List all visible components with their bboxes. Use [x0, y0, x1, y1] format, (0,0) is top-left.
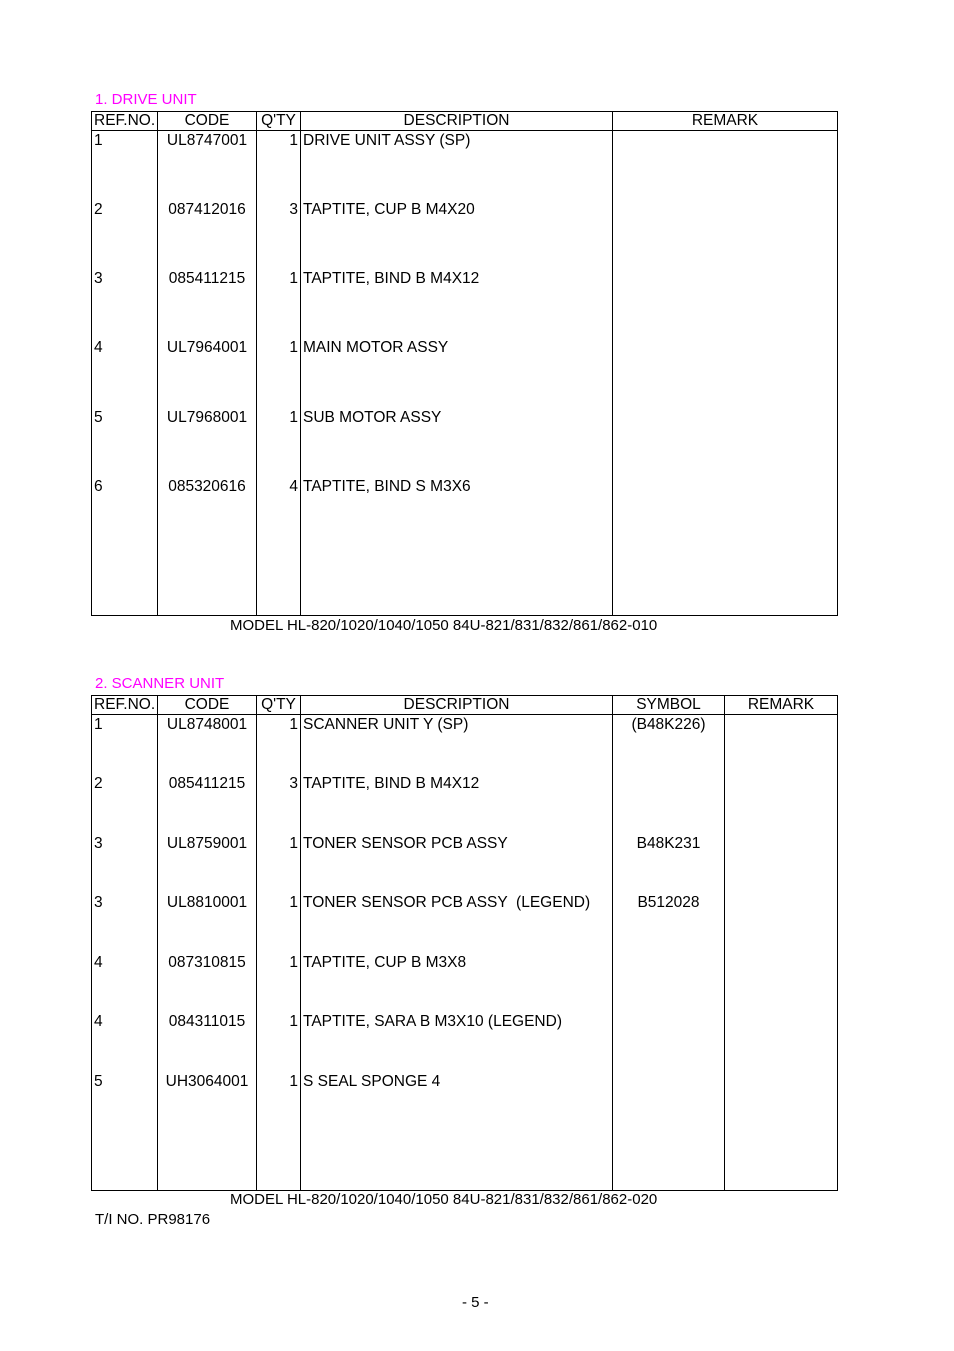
- header-code: CODE: [158, 696, 257, 715]
- code-cell: 085320616: [158, 477, 257, 546]
- header-remark: REMARK: [613, 112, 838, 131]
- ref-cell: 3: [92, 269, 158, 338]
- qty-cell: 3: [257, 774, 301, 834]
- qty-cell: 1: [257, 893, 301, 953]
- description-cell: SCANNER UNIT Y (SP): [301, 715, 613, 775]
- symbol-cell: (B48K226): [613, 715, 725, 775]
- remark-cell: [725, 1012, 838, 1072]
- symbol-cell: [613, 774, 725, 834]
- description-cell: TAPTITE, CUP B M3X8: [301, 953, 613, 1013]
- table-row: [92, 338, 838, 407]
- empty-cell: [613, 1131, 725, 1191]
- code-cell: 087310815: [158, 953, 257, 1013]
- description-cell: TONER SENSOR PCB ASSY: [301, 834, 613, 894]
- empty-cell: [613, 546, 838, 615]
- header-code: CODE: [158, 112, 257, 131]
- header-description: DESCRIPTION: [301, 112, 613, 131]
- qty-cell: 1: [257, 269, 301, 338]
- symbol-cell: [613, 1072, 725, 1132]
- scanner-unit-model-line: MODEL HL-820/1020/1040/1050 84U-821/831/832/861/862-020: [230, 1191, 658, 1208]
- table-header-row: [92, 696, 838, 715]
- table-row: [92, 131, 838, 200]
- symbol-cell: [613, 953, 725, 1013]
- empty-cell: [92, 1131, 158, 1191]
- table-row: [92, 953, 838, 1013]
- ref-cell: 5: [92, 408, 158, 477]
- ti-number: T/I NO. PR98176: [95, 1211, 211, 1228]
- qty-cell: 1: [257, 715, 301, 775]
- drive-unit-title: 1. DRIVE UNIT: [95, 91, 197, 108]
- remark-cell: [725, 1072, 838, 1132]
- table-header-row: [92, 112, 838, 131]
- remark-cell: [725, 893, 838, 953]
- remark-cell: [613, 269, 838, 338]
- symbol-cell: B48K231: [613, 834, 725, 894]
- scanner-unit-title: 2. SCANNER UNIT: [95, 675, 225, 692]
- empty-cell: [158, 1131, 257, 1191]
- remark-cell: [613, 200, 838, 269]
- description-cell: TAPTITE, BIND B M4X12: [301, 269, 613, 338]
- empty-cell: [301, 1131, 613, 1191]
- ref-cell: 6: [92, 477, 158, 546]
- table-row: [92, 774, 838, 834]
- qty-cell: 4: [257, 477, 301, 546]
- table-filler-row: [92, 546, 838, 615]
- description-cell: TAPTITE, SARA B M3X10 (LEGEND): [301, 1012, 613, 1072]
- table-row: [92, 1012, 838, 1072]
- code-cell: UL7968001: [158, 408, 257, 477]
- table-row: [92, 269, 838, 338]
- remark-cell: [725, 953, 838, 1013]
- remark-cell: [613, 477, 838, 546]
- qty-cell: 1: [257, 1072, 301, 1132]
- empty-cell: [92, 546, 158, 615]
- empty-cell: [725, 1131, 838, 1191]
- qty-cell: 1: [257, 338, 301, 407]
- code-cell: UL8759001: [158, 834, 257, 894]
- ref-cell: 4: [92, 953, 158, 1013]
- table-row: [92, 893, 838, 953]
- ref-cell: 1: [92, 715, 158, 775]
- table-row: [92, 715, 838, 775]
- header-ref-no: REF.NO.: [92, 696, 158, 715]
- description-cell: TAPTITE, BIND S M3X6: [301, 477, 613, 546]
- ref-cell: 3: [92, 834, 158, 894]
- code-cell: UL7964001: [158, 338, 257, 407]
- remark-cell: [613, 408, 838, 477]
- code-cell: 085411215: [158, 774, 257, 834]
- header-remark: REMARK: [725, 696, 838, 715]
- code-cell: UL8748001: [158, 715, 257, 775]
- drive-unit-model-line: MODEL HL-820/1020/1040/1050 84U-821/831/832/861/862-010: [230, 617, 658, 634]
- header-qty: Q'TY: [257, 696, 301, 715]
- code-cell: UH3064001: [158, 1072, 257, 1132]
- description-cell: TAPTITE, CUP B M4X20: [301, 200, 613, 269]
- description-cell: MAIN MOTOR ASSY: [301, 338, 613, 407]
- table-row: [92, 834, 838, 894]
- page-number: - 5 -: [462, 1294, 489, 1311]
- table-filler-row: [92, 1131, 838, 1191]
- code-cell: UL8747001: [158, 131, 257, 200]
- code-cell: UL8810001: [158, 893, 257, 953]
- remark-cell: [725, 715, 838, 775]
- table-row: [92, 477, 838, 546]
- code-cell: 085411215: [158, 269, 257, 338]
- qty-cell: 1: [257, 131, 301, 200]
- empty-cell: [301, 546, 613, 615]
- description-cell: TAPTITE, BIND B M4X12: [301, 774, 613, 834]
- table-row: [92, 408, 838, 477]
- qty-cell: 3: [257, 200, 301, 269]
- ref-cell: 1: [92, 131, 158, 200]
- ref-cell: 2: [92, 200, 158, 269]
- code-cell: 084311015: [158, 1012, 257, 1072]
- qty-cell: 1: [257, 953, 301, 1013]
- header-description: DESCRIPTION: [301, 696, 613, 715]
- description-cell: TONER SENSOR PCB ASSY (LEGEND): [301, 893, 613, 953]
- qty-cell: 1: [257, 834, 301, 894]
- code-cell: 087412016: [158, 200, 257, 269]
- ref-cell: 4: [92, 338, 158, 407]
- header-ref-no: REF.NO.: [92, 112, 158, 131]
- ref-cell: 4: [92, 1012, 158, 1072]
- qty-cell: 1: [257, 1012, 301, 1072]
- symbol-cell: [613, 1012, 725, 1072]
- empty-cell: [257, 1131, 301, 1191]
- table-row: [92, 1072, 838, 1132]
- description-cell: S SEAL SPONGE 4: [301, 1072, 613, 1132]
- ref-cell: 5: [92, 1072, 158, 1132]
- scanner-unit-table: [91, 695, 838, 1191]
- ref-cell: 3: [92, 893, 158, 953]
- empty-cell: [257, 546, 301, 615]
- header-symbol: SYMBOL: [613, 696, 725, 715]
- ref-cell: 2: [92, 774, 158, 834]
- remark-cell: [725, 834, 838, 894]
- qty-cell: 1: [257, 408, 301, 477]
- description-cell: SUB MOTOR ASSY: [301, 408, 613, 477]
- header-qty: Q'TY: [257, 112, 301, 131]
- drive-unit-table: [91, 111, 838, 616]
- empty-cell: [158, 546, 257, 615]
- remark-cell: [613, 338, 838, 407]
- remark-cell: [613, 131, 838, 200]
- description-cell: DRIVE UNIT ASSY (SP): [301, 131, 613, 200]
- remark-cell: [725, 774, 838, 834]
- symbol-cell: B512028: [613, 893, 725, 953]
- table-row: [92, 200, 838, 269]
